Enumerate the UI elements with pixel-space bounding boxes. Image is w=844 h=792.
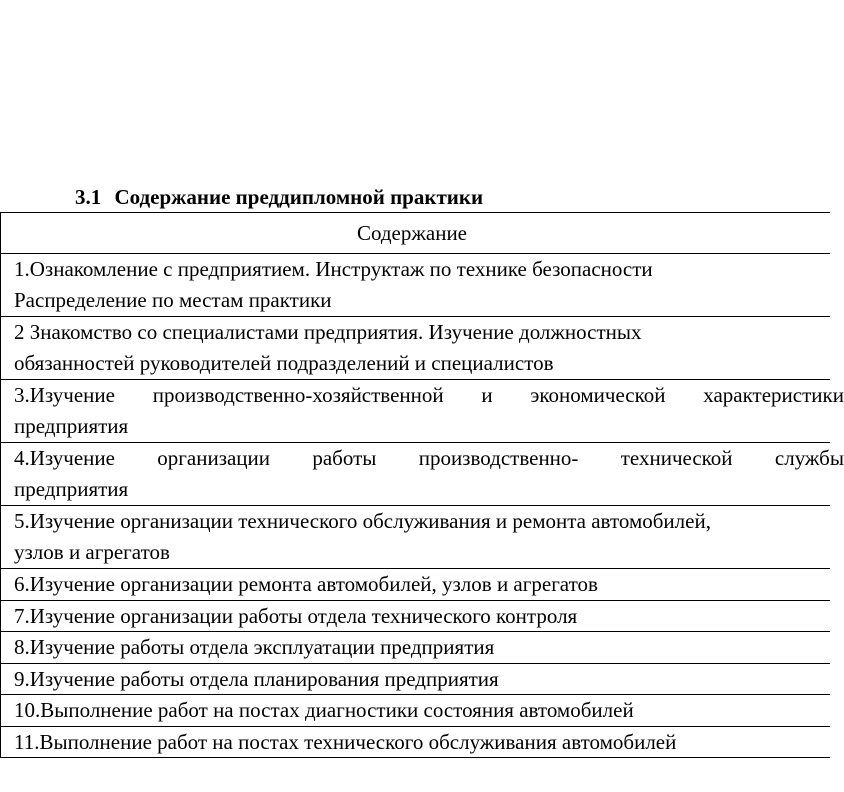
row-line-justified [14, 380, 844, 411]
row-word: характеристики [703, 383, 844, 407]
row-word: организации [157, 446, 271, 470]
row-line: 1.Ознакомление с предприятием. Инструктаж по технике безопасности [14, 257, 653, 281]
row-word: и [481, 383, 493, 407]
table-row [0, 317, 830, 380]
table-row [0, 664, 830, 696]
row-word: технической [620, 446, 733, 470]
row-line: 10.Выполнение работ на постах диагностики состояния автомобилей [14, 698, 634, 722]
row-word: 3.Изучение [14, 383, 115, 407]
table-row [0, 380, 844, 443]
table-header-cell: Содержание [356, 221, 468, 245]
table-row [0, 506, 830, 569]
row-word: службы [774, 446, 844, 470]
row-line: 6.Изучение организации ремонта автомобилей, узлов и агрегатов [14, 572, 598, 596]
table-header-row [0, 213, 830, 254]
row-word: производственно- [418, 446, 579, 470]
section-heading [75, 183, 483, 211]
section-title: Содержание преддипломной практики [114, 185, 484, 209]
table-row [0, 601, 830, 633]
row-line: 9.Изучение работы отдела планирования предприятия [14, 666, 499, 691]
row-line: 11.Выполнение работ на постах технического обслуживания автомобилей [14, 729, 677, 754]
table-row [0, 569, 830, 601]
row-line: 7.Изучение организации работы отдела технического контроля [14, 603, 578, 628]
table-row [0, 632, 830, 664]
content-table [0, 212, 844, 758]
row-line: 8.Изучение работы отдела эксплуатации предприятия [14, 635, 495, 659]
row-line: 5.Изучение организации технического обслуживания и ремонта автомобилей, [14, 509, 711, 533]
row-line: 2 Знакомство со специалистами предприятия. Изучение должностных [14, 320, 642, 344]
table-row [0, 443, 844, 506]
row-line: Распределение по местам практики [14, 288, 332, 312]
table-row [0, 254, 830, 317]
row-line: узлов и агрегатов [14, 540, 170, 564]
row-line: обязанностей руководителей подразделений и специалистов [14, 351, 554, 375]
row-word: экономической [530, 383, 666, 407]
row-line: предприятия [14, 477, 129, 501]
section-number: 3.1 [75, 185, 102, 209]
row-line-justified [14, 443, 844, 474]
row-word: производственно-хозяйственной [152, 383, 444, 407]
table-row [0, 727, 830, 759]
row-word: работы [312, 446, 377, 470]
row-word: 4.Изучение [14, 446, 115, 470]
table-row [0, 695, 830, 727]
row-line: предприятия [14, 414, 129, 438]
